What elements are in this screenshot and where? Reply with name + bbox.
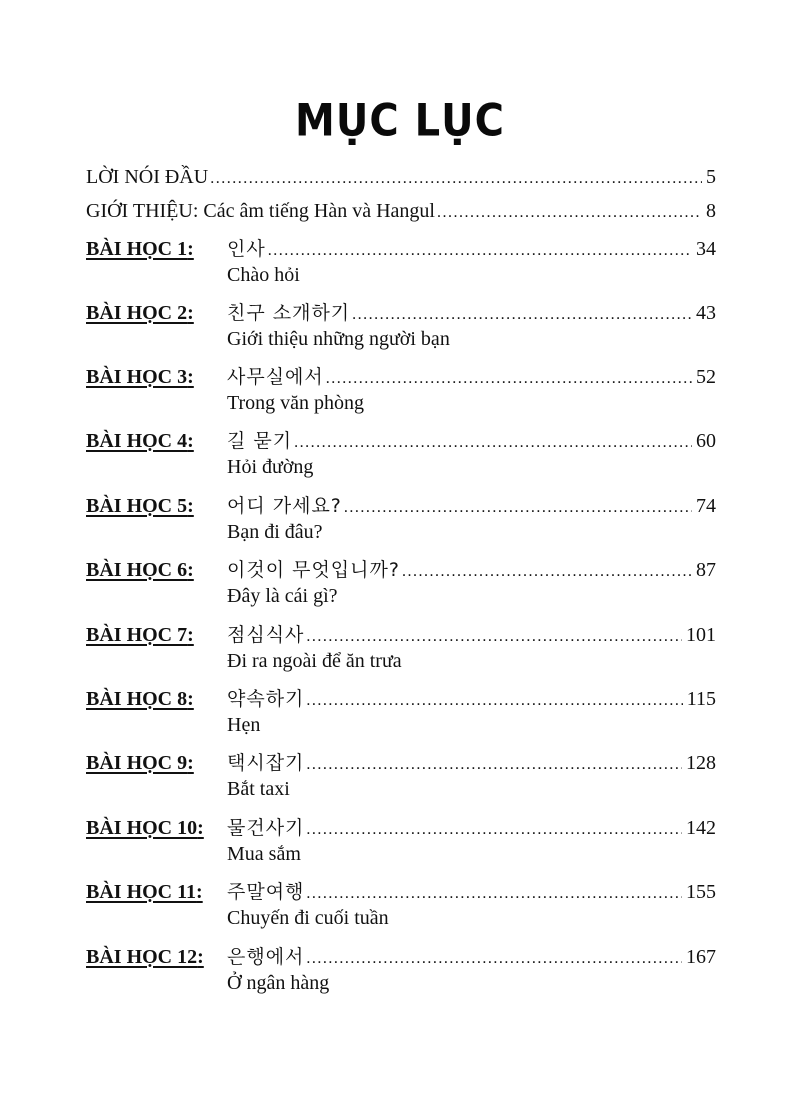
dot-leader (306, 692, 682, 710)
page-number: 167 (686, 946, 716, 968)
lesson-korean-title: 물건사기 (227, 817, 305, 839)
dot-leader (306, 821, 682, 839)
page-number: 74 (696, 495, 716, 517)
lesson-label: BÀI HỌC 5 (86, 495, 188, 517)
lesson-korean-title: 인사 (227, 238, 266, 260)
toc-entry-introduction (86, 200, 716, 230)
toc-entry-lesson: BÀI HỌC 3: 사무실에서 ..... 52 (86, 362, 716, 392)
dot-leader (268, 242, 692, 260)
entry-label: LỜI NÓI ĐẦU (86, 166, 209, 188)
lesson-vietnamese-title: Hỏi đường (227, 456, 314, 478)
lesson-vietnamese-title: Bạn đi đâu? (227, 521, 323, 543)
toc-entry-lesson: BÀI HỌC 9: 택시잡기 ..... 128 (86, 748, 716, 778)
lesson-label: BÀI HỌC 3 (86, 366, 188, 388)
lesson-vietnamese-title: Giới thiệu những người bạn (227, 328, 450, 350)
lesson-label: BÀI HỌC 7 (86, 624, 188, 646)
page-number: 52 (696, 366, 716, 388)
toc-entry-lesson: BÀI HỌC 1: 인사 ..... 34 (86, 234, 716, 264)
lesson-label: BÀI HỌC 8 (86, 688, 188, 710)
page-number: 101 (686, 624, 716, 646)
dot-leader (306, 885, 682, 903)
toc-entry-lesson: BÀI HỌC 5: 어디 가세요? ..... 74 (86, 491, 716, 521)
dot-leader (306, 950, 682, 968)
lesson-korean-title: 택시잡기 (227, 752, 305, 774)
dot-leader (344, 499, 692, 517)
lesson-korean-title: 친구 소개하기 (227, 302, 351, 324)
lesson-vietnamese-title: Trong văn phòng (227, 392, 365, 414)
lesson-vietnamese-title: Đi ra ngoài để ăn trưa (227, 650, 402, 672)
page-number: 155 (686, 881, 716, 903)
page-number: 43 (696, 302, 716, 324)
toc-entry-lesson: BÀI HỌC 10: 물건사기 ..... 142 (86, 813, 716, 843)
dot-leader (326, 370, 692, 388)
page-number: 5 (706, 166, 716, 188)
page-number: 115 (686, 688, 716, 710)
entry-label: GIỚI THIỆU: Các âm tiếng Hàn và Hangul (86, 200, 435, 222)
lesson-label: BÀI HỌC 6 (86, 559, 188, 581)
lesson-korean-title: 주말여행 (227, 881, 305, 903)
lesson-label: BÀI HỌC 9 (86, 752, 188, 774)
lesson-korean-title: 사무실에서 (227, 366, 324, 388)
lesson-vietnamese-title: Ở ngân hàng (227, 972, 330, 994)
lesson-korean-title: 길 묻기 (227, 430, 293, 452)
lesson-vietnamese-title: Bắt taxi (227, 778, 290, 800)
lesson-vietnamese-title: Chuyến đi cuối tuần (227, 907, 389, 929)
lesson-vietnamese-title: Mua sắm (227, 843, 301, 865)
lesson-label: BÀI HỌC 12 (86, 946, 198, 968)
toc-entry-lesson: BÀI HỌC 4: 길 묻기 ..... 60 (86, 426, 716, 456)
toc-entry-lesson: BÀI HỌC 12: 은행에서 ..... 167 (86, 942, 716, 972)
dot-leader (437, 204, 702, 222)
lesson-vietnamese-title: Đây là cái gì? (227, 585, 338, 607)
toc-entry-lesson: BÀI HỌC 11: 주말여행 ..... 155 (86, 877, 716, 907)
page-number: 34 (696, 238, 716, 260)
lesson-korean-title: 약속하기 (227, 688, 305, 710)
page-number: 87 (696, 559, 716, 581)
dot-leader (402, 563, 692, 581)
dot-leader (306, 756, 682, 774)
toc-entry-preface (86, 166, 716, 196)
toc-entry-lesson: BÀI HỌC 6: 이것이 무엇입니까? ..... 87 (86, 555, 716, 585)
lesson-label: BÀI HỌC 11 (86, 881, 197, 903)
page-number: 142 (686, 817, 716, 839)
page-number: 128 (686, 752, 716, 774)
dot-leader (294, 434, 692, 452)
toc-entry-lesson: BÀI HỌC 8: 약속하기 ..... 115 (86, 684, 716, 714)
toc-entry-lesson: BÀI HỌC 2: 친구 소개하기 ..... 43 (86, 298, 716, 328)
lesson-label: BÀI HỌC 1 (86, 238, 188, 260)
lesson-vietnamese-title: Chào hỏi (227, 264, 300, 286)
page-number: 8 (706, 200, 716, 222)
dot-leader (210, 170, 702, 188)
lesson-vietnamese-title: Hẹn (227, 714, 261, 736)
dot-leader (352, 306, 692, 324)
lesson-korean-title: 이것이 무엇입니까? (227, 559, 400, 581)
page-number: 60 (696, 430, 716, 452)
lesson-korean-title: 어디 가세요? (227, 495, 342, 517)
toc-entry-lesson: BÀI HỌC 7: 점심식사 ..... 101 (86, 620, 716, 650)
dot-leader (306, 628, 682, 646)
lesson-korean-title: 점심식사 (227, 624, 305, 646)
lesson-korean-title: 은행에서 (227, 946, 305, 968)
page-title: MỤC LỤC (295, 95, 505, 147)
lesson-label: BÀI HỌC 10 (86, 817, 198, 839)
lesson-label: BÀI HỌC 2 (86, 302, 188, 324)
lesson-label: BÀI HỌC 4 (86, 430, 188, 452)
